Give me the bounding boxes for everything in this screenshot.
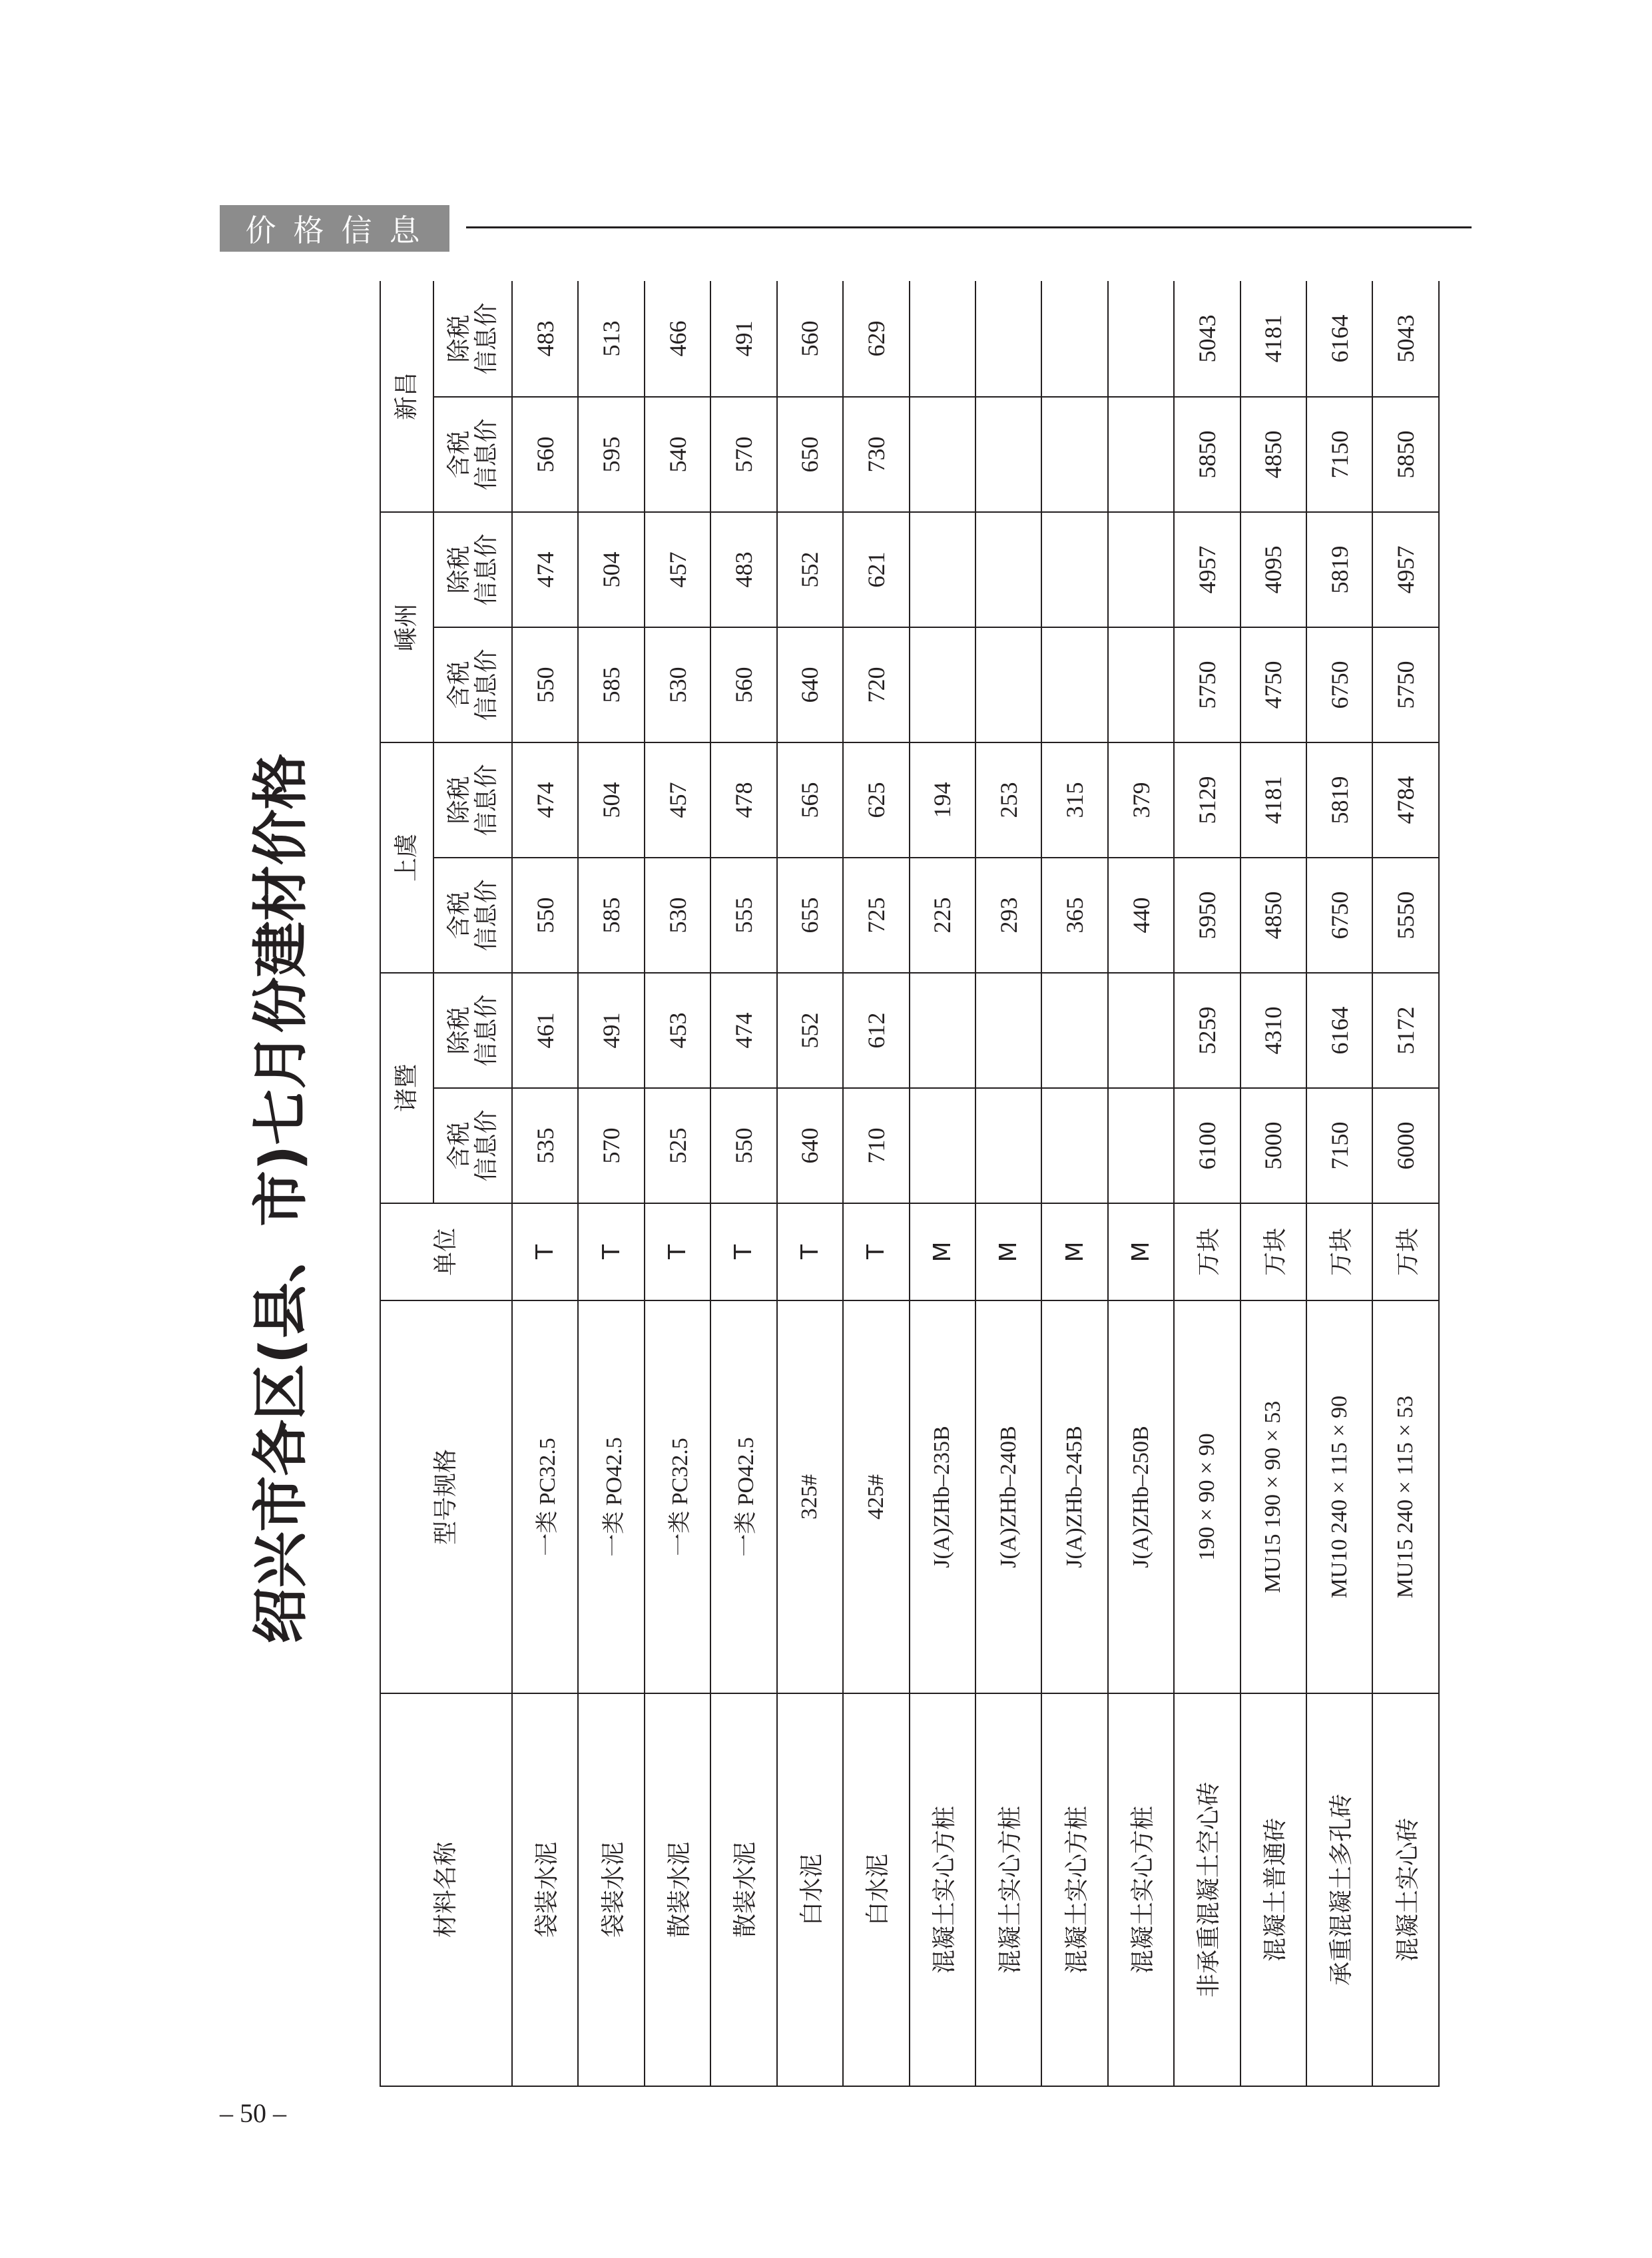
unit-cell: T xyxy=(578,1203,644,1300)
price-cell: 483 xyxy=(512,281,578,397)
material-name-cell: 混凝土实心方桩 xyxy=(1108,1693,1174,2086)
price-cell: 530 xyxy=(645,858,710,973)
price-cell: 7150 xyxy=(1306,397,1372,512)
price-cell: 720 xyxy=(843,627,909,742)
price-cell: 194 xyxy=(910,742,975,858)
table-row xyxy=(1108,281,1174,2086)
price-cell xyxy=(1108,627,1174,742)
header-tax-excl: 除税 信息价 xyxy=(433,512,512,627)
price-cell: 550 xyxy=(710,1088,776,1203)
table-row xyxy=(1372,281,1439,2086)
price-cell xyxy=(975,1088,1041,1203)
spec-cell: J(A)ZHb–250B xyxy=(1108,1300,1174,1693)
price-cell: 379 xyxy=(1108,742,1174,858)
price-cell xyxy=(1041,1088,1107,1203)
price-cell: 525 xyxy=(645,1088,710,1203)
price-cell: 4850 xyxy=(1240,397,1306,512)
material-name-cell: 混凝土实心方桩 xyxy=(1041,1693,1107,2086)
price-cell: 440 xyxy=(1108,858,1174,973)
price-cell: 640 xyxy=(777,1088,843,1203)
price-cell xyxy=(1041,627,1107,742)
price-cell: 560 xyxy=(710,627,776,742)
material-name-cell: 白水泥 xyxy=(777,1693,843,2086)
price-cell: 491 xyxy=(710,281,776,397)
price-cell xyxy=(1108,973,1174,1088)
price-cell: 478 xyxy=(710,742,776,858)
price-cell: 655 xyxy=(777,858,843,973)
table-row xyxy=(645,281,710,2086)
header-tax-incl: 含税 信息价 xyxy=(433,1088,512,1203)
price-cell xyxy=(910,281,975,397)
price-cell: 640 xyxy=(777,627,843,742)
price-cell: 6164 xyxy=(1306,973,1372,1088)
price-cell xyxy=(1041,281,1107,397)
price-cell: 565 xyxy=(777,742,843,858)
price-cell: 491 xyxy=(578,973,644,1088)
header-tax-excl: 除税 信息价 xyxy=(433,281,512,397)
price-cell: 504 xyxy=(578,512,644,627)
spec-cell: 一类 PC32.5 xyxy=(645,1300,710,1693)
price-cell: 5043 xyxy=(1174,281,1240,397)
table-row xyxy=(1041,281,1107,2086)
price-cell: 570 xyxy=(710,397,776,512)
header-tax-incl: 含税 信息价 xyxy=(433,627,512,742)
price-cell xyxy=(1108,397,1174,512)
price-cell: 555 xyxy=(710,858,776,973)
price-cell: 293 xyxy=(975,858,1041,973)
table-row xyxy=(843,281,909,2086)
price-cell: 225 xyxy=(910,858,975,973)
unit-cell: 万块 xyxy=(1306,1203,1372,1300)
price-cell: 725 xyxy=(843,858,909,973)
price-cell: 550 xyxy=(512,858,578,973)
price-cell: 4850 xyxy=(1240,858,1306,973)
price-cell: 6164 xyxy=(1306,281,1372,397)
price-cell: 4181 xyxy=(1240,281,1306,397)
price-cell: 474 xyxy=(710,973,776,1088)
unit-cell: M xyxy=(1108,1203,1174,1300)
price-cell: 504 xyxy=(578,742,644,858)
price-cell xyxy=(975,281,1041,397)
spec-cell: J(A)ZHb–240B xyxy=(975,1300,1041,1693)
price-cell: 5172 xyxy=(1372,973,1439,1088)
header-row-regions xyxy=(380,281,433,2086)
price-cell: 625 xyxy=(843,742,909,858)
price-cell: 466 xyxy=(645,281,710,397)
table-row xyxy=(1240,281,1306,2086)
price-cell xyxy=(975,627,1041,742)
spec-cell: 一类 PC32.5 xyxy=(512,1300,578,1693)
unit-cell: 万块 xyxy=(1372,1203,1439,1300)
spec-cell: 一类 PO42.5 xyxy=(578,1300,644,1693)
material-name-cell: 散装水泥 xyxy=(710,1693,776,2086)
table-row xyxy=(512,281,578,2086)
unit-cell: T xyxy=(777,1203,843,1300)
price-cell: 595 xyxy=(578,397,644,512)
header-spec: 型号规格 xyxy=(380,1300,512,1693)
spec-cell: MU15 240 × 115 × 53 xyxy=(1372,1300,1439,1693)
price-cell xyxy=(910,1088,975,1203)
price-cell: 4310 xyxy=(1240,973,1306,1088)
price-cell: 5750 xyxy=(1174,627,1240,742)
price-cell: 560 xyxy=(777,281,843,397)
price-cell: 474 xyxy=(512,742,578,858)
price-cell: 730 xyxy=(843,397,909,512)
material-name-cell: 袋装水泥 xyxy=(578,1693,644,2086)
price-cell: 253 xyxy=(975,742,1041,858)
price-cell: 710 xyxy=(843,1088,909,1203)
price-cell: 540 xyxy=(645,397,710,512)
header-tax-excl: 除税 信息价 xyxy=(433,742,512,858)
material-name-cell: 混凝土实心方桩 xyxy=(910,1693,975,2086)
price-cell: 552 xyxy=(777,973,843,1088)
header-region-xinchang: 新昌 xyxy=(380,281,433,512)
price-cell: 5950 xyxy=(1174,858,1240,973)
price-cell xyxy=(1108,281,1174,397)
unit-cell: M xyxy=(975,1203,1041,1300)
price-cell: 4750 xyxy=(1240,627,1306,742)
material-name-cell: 混凝土实心砖 xyxy=(1372,1693,1439,2086)
price-cell: 5550 xyxy=(1372,858,1439,973)
table-row xyxy=(1306,281,1372,2086)
spec-cell: 一类 PO42.5 xyxy=(710,1300,776,1693)
spec-cell: 325# xyxy=(777,1300,843,1693)
material-name-cell: 非承重混凝土空心砖 xyxy=(1174,1693,1240,2086)
price-cell xyxy=(975,397,1041,512)
material-name-cell: 袋装水泥 xyxy=(512,1693,578,2086)
unit-cell: M xyxy=(1041,1203,1107,1300)
header-region-shengzhou: 嵊州 xyxy=(380,512,433,742)
price-cell: 457 xyxy=(645,512,710,627)
price-cell: 4095 xyxy=(1240,512,1306,627)
spec-cell: MU10 240 × 115 × 90 xyxy=(1306,1300,1372,1693)
unit-cell: 万块 xyxy=(1174,1203,1240,1300)
unit-cell: T xyxy=(512,1203,578,1300)
price-cell: 585 xyxy=(578,627,644,742)
price-cell: 560 xyxy=(512,397,578,512)
price-table xyxy=(380,281,1440,2087)
price-cell: 6100 xyxy=(1174,1088,1240,1203)
page-number: – 50 – xyxy=(220,2098,286,2128)
price-cell: 483 xyxy=(710,512,776,627)
unit-cell: M xyxy=(910,1203,975,1300)
unit-cell: 万块 xyxy=(1240,1203,1306,1300)
price-cell xyxy=(910,512,975,627)
material-name-cell: 白水泥 xyxy=(843,1693,909,2086)
unit-cell: T xyxy=(843,1203,909,1300)
price-table-container xyxy=(380,281,1440,2087)
price-cell: 4957 xyxy=(1372,512,1439,627)
price-cell: 315 xyxy=(1041,742,1107,858)
price-cell: 585 xyxy=(578,858,644,973)
spec-cell: 190 × 90 × 90 xyxy=(1174,1300,1240,1693)
price-cell: 4181 xyxy=(1240,742,1306,858)
unit-cell: T xyxy=(710,1203,776,1300)
table-row xyxy=(777,281,843,2086)
header-rule xyxy=(466,226,1472,228)
price-cell: 5819 xyxy=(1306,742,1372,858)
price-cell: 550 xyxy=(512,627,578,742)
price-cell: 5000 xyxy=(1240,1088,1306,1203)
table-row xyxy=(1174,281,1240,2086)
price-cell xyxy=(1108,1088,1174,1203)
price-cell: 7150 xyxy=(1306,1088,1372,1203)
price-cell: 6750 xyxy=(1306,627,1372,742)
spec-cell: MU15 190 × 90 × 53 xyxy=(1240,1300,1306,1693)
table-row xyxy=(910,281,975,2086)
price-cell xyxy=(975,973,1041,1088)
price-cell: 5850 xyxy=(1372,397,1439,512)
material-name-cell: 散装水泥 xyxy=(645,1693,710,2086)
header-tax-incl: 含税 信息价 xyxy=(433,858,512,973)
material-name-cell: 承重混凝土多孔砖 xyxy=(1306,1693,1372,2086)
price-cell xyxy=(1108,512,1174,627)
price-cell xyxy=(1041,397,1107,512)
table-row xyxy=(975,281,1041,2086)
price-cell xyxy=(910,627,975,742)
price-cell: 5129 xyxy=(1174,742,1240,858)
section-label: 价格信息 xyxy=(220,205,449,252)
price-cell: 461 xyxy=(512,973,578,1088)
price-cell: 4784 xyxy=(1372,742,1439,858)
price-cell: 453 xyxy=(645,973,710,1088)
price-cell: 4957 xyxy=(1174,512,1240,627)
title-container xyxy=(226,732,326,1665)
price-cell: 6000 xyxy=(1372,1088,1439,1203)
header-tax-incl: 含税 信息价 xyxy=(433,397,512,512)
price-cell: 535 xyxy=(512,1088,578,1203)
material-name-cell: 混凝土普通砖 xyxy=(1240,1693,1306,2086)
price-cell: 5750 xyxy=(1372,627,1439,742)
header-material-name: 材料名称 xyxy=(380,1693,512,2086)
price-cell: 5850 xyxy=(1174,397,1240,512)
material-name-cell: 混凝土实心方桩 xyxy=(975,1693,1041,2086)
rotated-table-frame xyxy=(380,281,1440,2087)
price-cell: 513 xyxy=(578,281,644,397)
price-cell xyxy=(910,973,975,1088)
table-row xyxy=(578,281,644,2086)
price-cell xyxy=(1041,973,1107,1088)
header-region-zhuji: 诸暨 xyxy=(380,973,433,1203)
price-cell: 457 xyxy=(645,742,710,858)
header-region-shangyu: 上虞 xyxy=(380,742,433,973)
header-unit: 单位 xyxy=(380,1203,512,1300)
price-cell: 6750 xyxy=(1306,858,1372,973)
spec-cell: J(A)ZHb–235B xyxy=(910,1300,975,1693)
price-cell: 474 xyxy=(512,512,578,627)
price-cell: 5259 xyxy=(1174,973,1240,1088)
price-cell xyxy=(1041,512,1107,627)
spec-cell: 425# xyxy=(843,1300,909,1693)
header-tax-excl: 除税 信息价 xyxy=(433,973,512,1088)
price-cell: 5043 xyxy=(1372,281,1439,397)
price-cell xyxy=(975,512,1041,627)
price-cell: 621 xyxy=(843,512,909,627)
price-cell: 365 xyxy=(1041,858,1107,973)
price-cell: 612 xyxy=(843,973,909,1088)
spec-cell: J(A)ZHb–245B xyxy=(1041,1300,1107,1693)
price-cell: 570 xyxy=(578,1088,644,1203)
price-table-body xyxy=(512,281,1439,2086)
price-cell: 650 xyxy=(777,397,843,512)
table-row xyxy=(710,281,776,2086)
page-title: 绍兴市各区(县、市)七月份建材价格 xyxy=(248,753,314,1644)
price-cell xyxy=(910,397,975,512)
price-cell: 530 xyxy=(645,627,710,742)
price-cell: 5819 xyxy=(1306,512,1372,627)
price-cell: 629 xyxy=(843,281,909,397)
unit-cell: T xyxy=(645,1203,710,1300)
price-cell: 552 xyxy=(777,512,843,627)
